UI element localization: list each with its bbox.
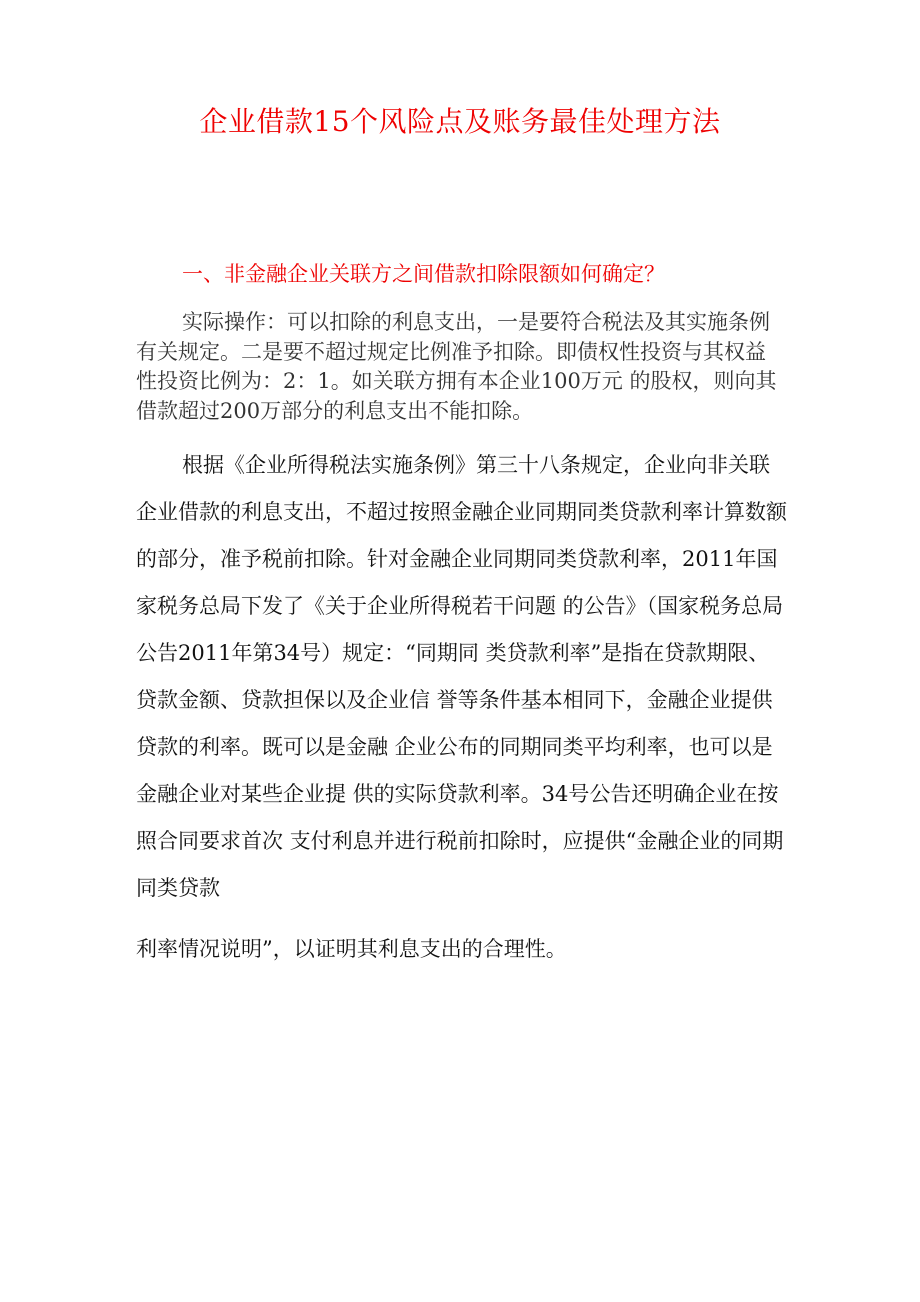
paragraph-practical-operation: 实际操作：可以扣除的利息支出，一是要符合税法及其实施条例有关规定。二是要不超过规定比例准予扣除。即债权性投资与其权益性投资比例为：2：1。如关联方拥有本企业100万元 的股权，则向其借款超过200万部分的利息支出不能扣除。 (136, 310, 777, 423)
paragraph-conclusion: 利率情况说明”，以证明其利息支出的合理性。 (136, 937, 567, 961)
document-title: 企业借款15个风险点及账务最佳处理方法 (199, 105, 721, 138)
section-heading: 一、非金融企业关联方之间借款扣除限额如何确定？ (182, 262, 665, 286)
paragraph-regulation: 根据《企业所得税法实施条例》第三十八条规定，企业向非关联企业借款的利息支出，不超过按照金融企业同期同类贷款利率计算数额的部分，准予税前扣除。针对金融企业同期同类贷款利率，2011年国家税务总局下发了《关于企业所得税若干问题 的公告》（国家税务总局公告2011年第34号）规定：“同期同 类贷款利率”是指在贷款期限、贷款金额、贷款担保以及企业信 誉等条件基本相同下，金融企业提供贷款的利率。既可以是金融 企业公布的同期同类平均利率，也可以是金融企业对某些企业提 供的实际贷款利率。34号公告还明确企业在按照合同要求首次 支付利息并进行税前扣除时，应提供“金融企业的同期同类贷款 (136, 453, 787, 900)
